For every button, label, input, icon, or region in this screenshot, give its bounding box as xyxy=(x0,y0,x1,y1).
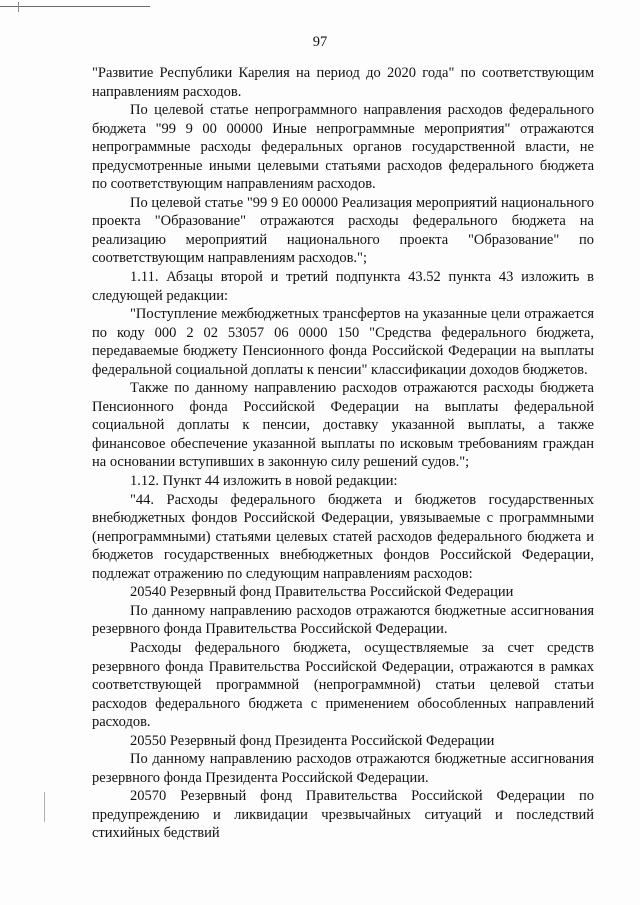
paragraph-2: По целевой статье непрограммного направления расходов федерального бюджета "99 9 00 00000 Иные непрограммные мероприятия" отражаются непрограммные расходы федеральных органов государственной власти, не предусмотренные иными целевыми статьями расходов федерального бюджета по соответствующим направлениям расходов. xyxy=(92,102,594,193)
paragraph-14-heading: 20570 Резервный фонд Правительства Российской Федерации по предупреждению и ликвидации чрезвычайных ситуаций и последствий стихийных бедствий xyxy=(92,788,594,842)
paragraph-8: "44. Расходы федерального бюджета и бюджетов государственных внебюджетных фондов Российской Федерации, увязываемые с программными (непрограммными) статьями целевых статей расходов федерального бюджета и бюджетов государственных внебюджетных фондов Российской Федерации, подлежат отражению по следующим направлениям расходов: xyxy=(92,491,594,582)
scan-mark-side xyxy=(44,792,45,822)
scan-mark xyxy=(18,2,19,12)
document-body xyxy=(92,64,594,843)
paragraph-10: По данному направлению расходов отражаются бюджетные ассигнования резервного фонда Правительства Российской Федерации. xyxy=(92,602,594,638)
paragraph-9-heading: 20540 Резервный фонд Правительства Российской Федерации xyxy=(130,584,514,601)
page-number: 97 xyxy=(312,34,328,50)
paragraph-6: Также по данному направлению расходов отражаются расходы бюджета Пенсионного фонда Российской Федерации на выплаты федеральной социальной доплаты к пенсии, доставку указанной выплаты, а также финансовое обеспечение указанной выплаты по исковым требованиям граждан на основании вступивших в законную силу решений судов."; xyxy=(92,380,594,471)
paragraph-5: "Поступление межбюджетных трансфертов на указанные цели отражается по коду 000 2 02 53057 06 0000 150 "Средства федерального бюджета, передаваемые бюджету Пенсионного фонда Российской Федерации на выплаты федеральной социальной доплаты к пенсии" классификации доходов бюджетов. xyxy=(92,306,594,378)
paragraph-3: По целевой статье "99 9 Е0 00000 Реализация мероприятий национального проекта "Образование" отражаются расходы федерального бюджета на реализацию мероприятий национального проекта "Образование" по соответствующим направлениям расходов."; xyxy=(92,194,594,267)
paragraph-13: По данному направлению расходов отражаются бюджетные ассигнования резервного фонда Президента Российской Федерации. xyxy=(92,751,594,786)
scan-edge-line xyxy=(0,6,150,7)
paragraph-11: Расходы федерального бюджета, осуществляемые за счет средств резервного фонда Правительства Российской Федерации, отражаются в рамках соответствующей программной (непрограммной) статьи целевой статьи расходов федерального бюджета с применением обособленных направлений расходов. xyxy=(92,639,594,731)
paragraph-4: 1.11. Абзацы второй и третий подпункта 43.52 пункта 43 изложить в следующей редакции: xyxy=(92,269,594,304)
paragraph-1: "Развитие Республики Карелия на период до 2020 года" по соответствующим направлениям расходов. xyxy=(92,65,594,100)
paragraph-7: 1.12. Пункт 44 изложить в новой редакции: xyxy=(130,473,398,490)
paragraph-12-heading: 20550 Резервный фонд Президента Российской Федерации xyxy=(130,732,495,749)
